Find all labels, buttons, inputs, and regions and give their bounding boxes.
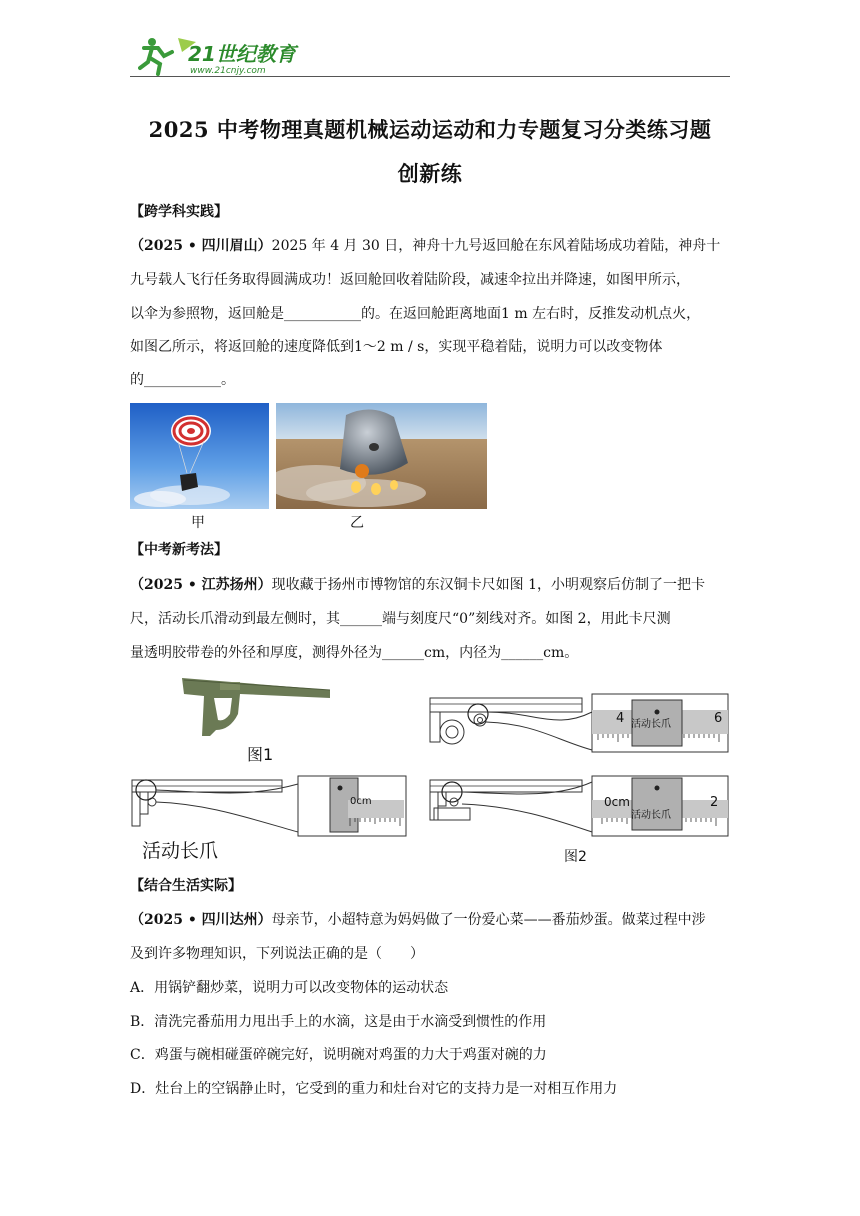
caption-yi: 乙 xyxy=(350,515,364,531)
section-heading-real-life: 【结合生活实际】 xyxy=(130,878,242,894)
question-text: 现收藏于扬州市博物馆的东汉铜卡尺如图 1，小明观察后仿制了一把卡 xyxy=(271,577,706,593)
question-2-line-2: 尺，活动长爪滑动到最左侧时，其______端与刻度尺“0”刻线对齐。如图 2，用此卡尺测 xyxy=(130,611,671,627)
capsule-landing-photo xyxy=(276,403,487,509)
question-2-line-3: 量透明胶带卷的外径和厚度，测得外径为______cm，内径为______cm。 xyxy=(130,645,579,661)
caliper-diagram-outer xyxy=(426,690,732,754)
caliper-diagram-thickness xyxy=(426,774,732,838)
question-2-line-1 xyxy=(130,575,705,595)
question-text: 2025 年 4 月 30 日，神舟十九号返回舱在东风着陆场成功着陆，神舟十 xyxy=(271,238,721,254)
figure-1-label: 图1 xyxy=(247,745,274,764)
option-d: D．灶台上的空锅静止时，它受到的重力和灶台对它的支持力是一对相互作用力 xyxy=(130,1081,618,1097)
claw-label-small: 活动长爪 xyxy=(631,810,671,821)
claw-label-small: 活动长爪 xyxy=(631,719,671,730)
thruster-flame xyxy=(351,481,361,493)
section-heading-cross-discipline: 【跨学科实践】 xyxy=(130,204,228,220)
question-1-line-2: 九号载人飞行任务取得圆满成功！返回舱回收着陆阶段，减速伞拉出并降速，如图甲所示， xyxy=(130,272,690,288)
page-title-line2: 创新练 xyxy=(397,161,463,186)
question-text: 母亲节，小超特意为妈妈做了一份爱心菜——番茄炒蛋。做菜过程中涉 xyxy=(271,912,706,928)
parachute-photo xyxy=(130,403,269,509)
scale-tick-6: 6 xyxy=(714,711,723,726)
option-c: C．鸡蛋与碗相碰蛋碎碗完好，说明碗对鸡蛋的力大于鸡蛋对碗的力 xyxy=(130,1047,547,1063)
caliper-diagram-zero xyxy=(128,774,410,838)
question-1-line-5: 的___________。 xyxy=(130,372,235,388)
section-heading-new-methods: 【中考新考法】 xyxy=(130,542,228,558)
scale-tick-2: 2 xyxy=(710,795,719,810)
bronze-caliper-photo xyxy=(180,674,332,740)
claw-label: 活动长爪 xyxy=(142,840,219,862)
option-a: A．用锅铲翻炒菜，说明力可以改变物体的运动状态 xyxy=(130,980,449,996)
page-title: 2025 中考物理真题机械运动运动和力专题复习分类练习题 xyxy=(148,117,712,142)
scale-tick-4: 4 xyxy=(616,711,625,726)
logo-sub-text: www.21cnjy.com xyxy=(190,66,266,76)
page-header xyxy=(130,30,730,78)
question-source: （2025 • 四川眉山） xyxy=(130,238,272,254)
scale-tick-0cm: 0cm xyxy=(604,795,630,809)
option-b: B．清洗完番茄用力甩出手上的水滴，这是由于水滴受到惯性的作用 xyxy=(130,1014,547,1030)
question-1-line-1 xyxy=(130,236,720,256)
question-source: （2025 • 江苏扬州） xyxy=(130,577,272,593)
zoom-circle xyxy=(136,780,156,800)
scale-tick-0cm: 0cm xyxy=(350,796,372,807)
caption-jia: 甲 xyxy=(191,515,205,531)
parachute-icon xyxy=(171,415,211,447)
logo-main-text: 21世纪教育 xyxy=(188,42,296,66)
question-1-line-4: 如图乙所示，将返回舱的速度降低到1～2 m / s，实现平稳着陆，说明力可以改变物体 xyxy=(130,339,663,355)
question-3-line-1 xyxy=(130,910,706,930)
site-logo xyxy=(138,34,328,76)
question-1-line-3: 以伞为参照物，返回舱是___________的。在返回舱距离地面1 m 左右时，反推发动机点火， xyxy=(130,306,701,322)
question-3-line-2: 及到许多物理知识，下列说法正确的是（ ） xyxy=(130,946,424,962)
figure-2-label: 图2 xyxy=(564,849,587,865)
header-rule xyxy=(130,76,730,77)
question-source: （2025 • 四川达州） xyxy=(130,912,272,928)
